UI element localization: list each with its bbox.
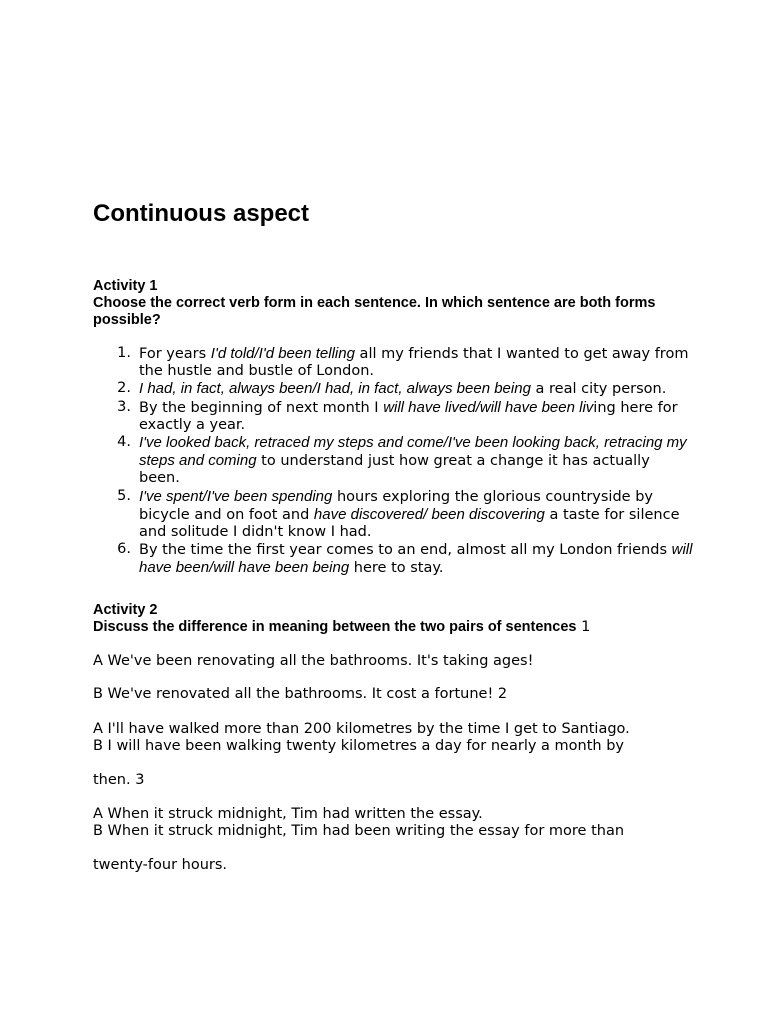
list-number: 5.	[117, 487, 131, 504]
verb-options: will have lived/will have been liv	[383, 398, 594, 416]
activity-2	[93, 602, 693, 636]
list-number: 4.	[117, 434, 131, 451]
sentence-line: A I'll have walked more than 200 kilometres by the time I get to Santiago.	[93, 721, 630, 737]
activity-2-instruction-text: Discuss the difference in meaning between the two pairs of sentences	[93, 619, 577, 635]
sentence-text: For years	[139, 346, 211, 362]
activity-2-instruction-tail: 1	[576, 619, 591, 635]
list-item	[93, 380, 693, 398]
page-title: Continuous aspect	[93, 200, 310, 227]
sentence-line: B I will have been walking twenty kilometres a day for nearly a month by	[93, 738, 624, 754]
sentence-text: By the time the first year comes to an end, almost all my London friends	[139, 542, 672, 559]
verb-options: I've spent/I've been spending	[139, 487, 333, 505]
sentence-line: A We've been renovating all the bathrooms. It's taking ages!	[93, 653, 534, 669]
sentence-line: B We've renovated all the bathrooms. It cost a fortune! 2	[93, 686, 508, 702]
verb-options: have discovered/ been discovering	[313, 505, 545, 523]
verb-options: will have been/will have been being	[139, 541, 693, 577]
sentence-text: a taste for silence and solitude I didn't know I had.	[139, 506, 680, 541]
sentence-line: A When it struck midnight, Tim had written the essay.	[93, 806, 483, 822]
verb-options: I had, in fact, always been/I had, in fact, always been being	[139, 380, 531, 398]
sentence-text: to understand just how great a change it has actually been.	[139, 453, 650, 487]
activity-2-label: Activity 2	[93, 602, 158, 618]
verb-options: I've looked back, retraced my steps and come/I've been looking back, retracing my steps and coming	[139, 434, 687, 470]
list-number: 1.	[117, 345, 131, 361]
sentence-text: here to stay.	[349, 560, 444, 577]
list-item	[93, 399, 693, 434]
activity-1-label: Activity 1	[93, 278, 158, 294]
verb-options: I'd told/I'd been telling	[210, 345, 355, 362]
list-number: 3.	[117, 398, 131, 415]
sentence-text: hours exploring the glorious countryside by bicycle and on foot and	[139, 488, 653, 523]
activity-2-instruction	[93, 619, 693, 636]
activity-1-list	[93, 345, 693, 578]
list-item	[93, 488, 693, 542]
list-item	[93, 541, 693, 577]
list-item	[93, 434, 693, 488]
sentence-text: all my friends that I wanted to get away from the hustle and bustle of London.	[139, 346, 689, 380]
sentence-line: then. 3	[93, 772, 145, 788]
activity-1	[93, 278, 673, 329]
list-item	[93, 345, 693, 380]
list-number: 6.	[117, 541, 131, 558]
sentence-line: B When it struck midnight, Tim had been writing the essay for more than	[93, 823, 625, 839]
activity-1-instruction: Choose the correct verb form in each sentence. In which sentence are both forms possible?	[93, 295, 656, 328]
sentence-text: a real city person.	[530, 381, 667, 398]
sentence-text: ing here for exactly a year.	[139, 399, 678, 433]
sentence-line: twenty-four hours.	[93, 857, 228, 873]
list-number: 2.	[117, 380, 131, 397]
sentence-text: By the beginning of next month I	[139, 399, 384, 416]
